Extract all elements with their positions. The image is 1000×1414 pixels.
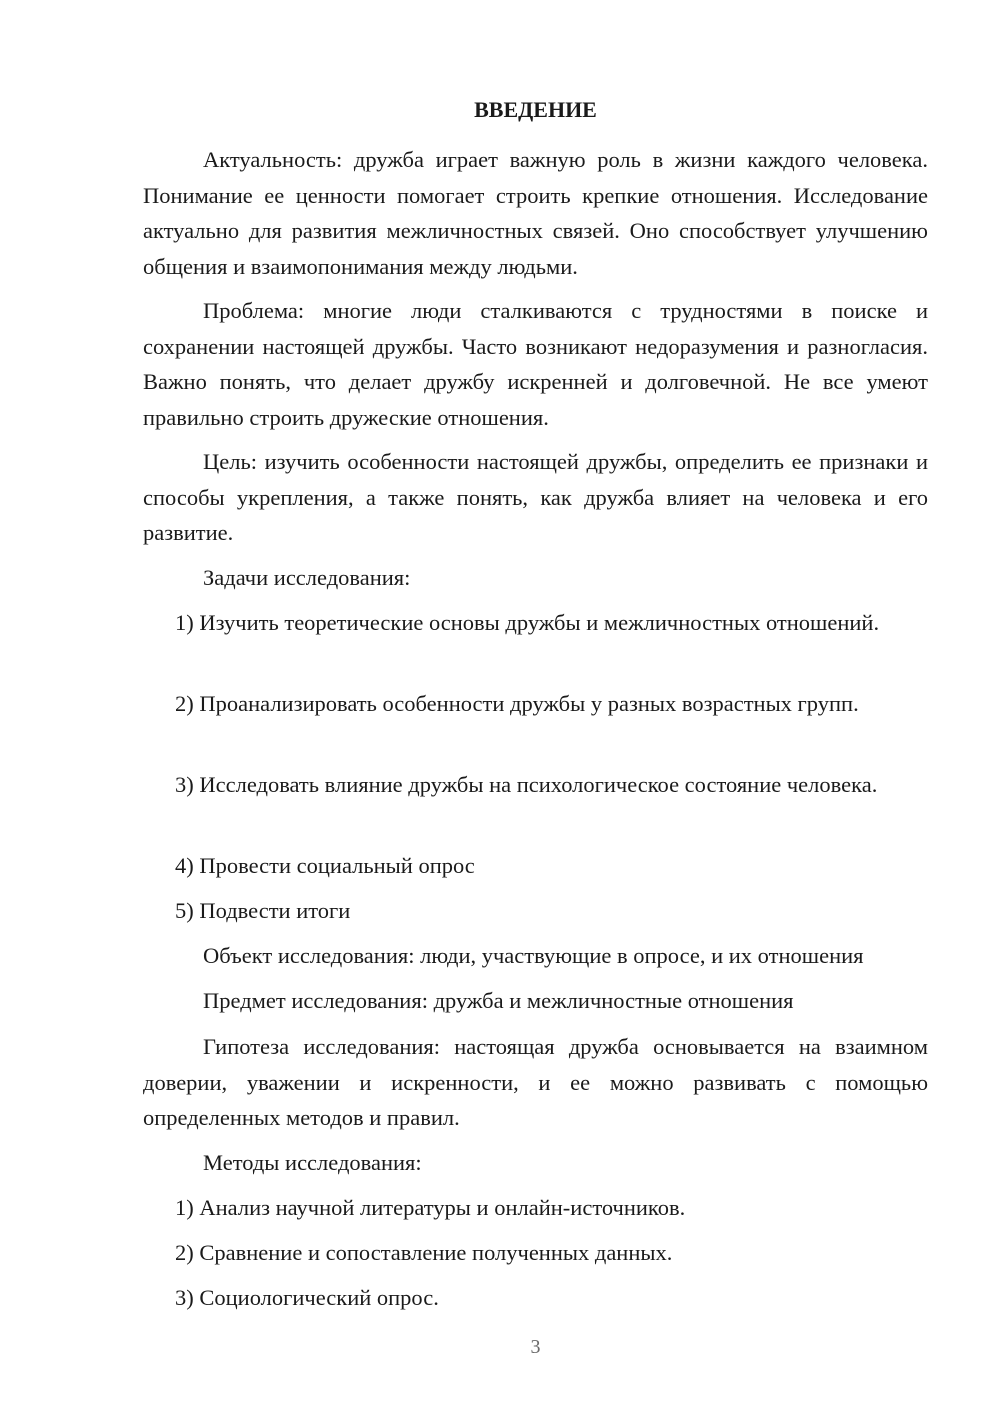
task-item: 3) Исследовать влияние дружбы на психологическое состояние человека. [175, 772, 878, 797]
task-item: 1) Изучить теоретические основы дружбы и межличностных отношений. [175, 610, 880, 635]
method-item: 2) Сравнение и сопоставление полученных данных. [175, 1240, 673, 1265]
subject-paragraph: Предмет исследования: дружба и межличностные отношения [203, 988, 794, 1013]
task-item: 2) Проанализировать особенности дружбы у разных возрастных групп. [175, 691, 859, 716]
object-paragraph: Объект исследования: люди, участвующие в опросе, и их отношения [203, 943, 864, 968]
problem-paragraph: Проблема: многие люди сталкиваются с трудностями в поиске и сохранении настоящей дружбы. Часто возникают недоразумения и разногласия. Важно понять, что делает дружбу искренней и долговечной. Не все умеют правильно строить дружеские отношения. [143, 298, 928, 430]
method-item: 1) Анализ научной литературы и онлайн-источников. [175, 1195, 686, 1220]
relevance-paragraph: Актуальность: дружба играет важную роль в жизни каждого человека. Понимание ее ценности помогает строить крепкие отношения. Исследование актуально для развития межличностных связей. Оно способствует улучшению общения и взаимопонимания между людьми. [143, 147, 928, 279]
page-number: 3 [530, 1336, 541, 1358]
tasks-title: Задачи исследования: [203, 565, 411, 590]
method-item: 3) Социологический опрос. [175, 1285, 439, 1310]
methods-title: Методы исследования: [203, 1150, 422, 1175]
goal-paragraph: Цель: изучить особенности настоящей дружбы, определить ее признаки и способы укрепления, а также понять, как дружба влияет на человека и его развитие. [143, 449, 928, 545]
hypothesis-paragraph: Гипотеза исследования: настоящая дружба основывается на взаимном доверии, уважении и искренности, и ее можно развивать с помощью определенных методов и правил. [143, 1034, 928, 1130]
task-item: 5) Подвести итоги [175, 898, 351, 923]
section-heading: ВВЕДЕНИЕ [474, 97, 597, 122]
task-item: 4) Провести социальный опрос [175, 853, 475, 878]
